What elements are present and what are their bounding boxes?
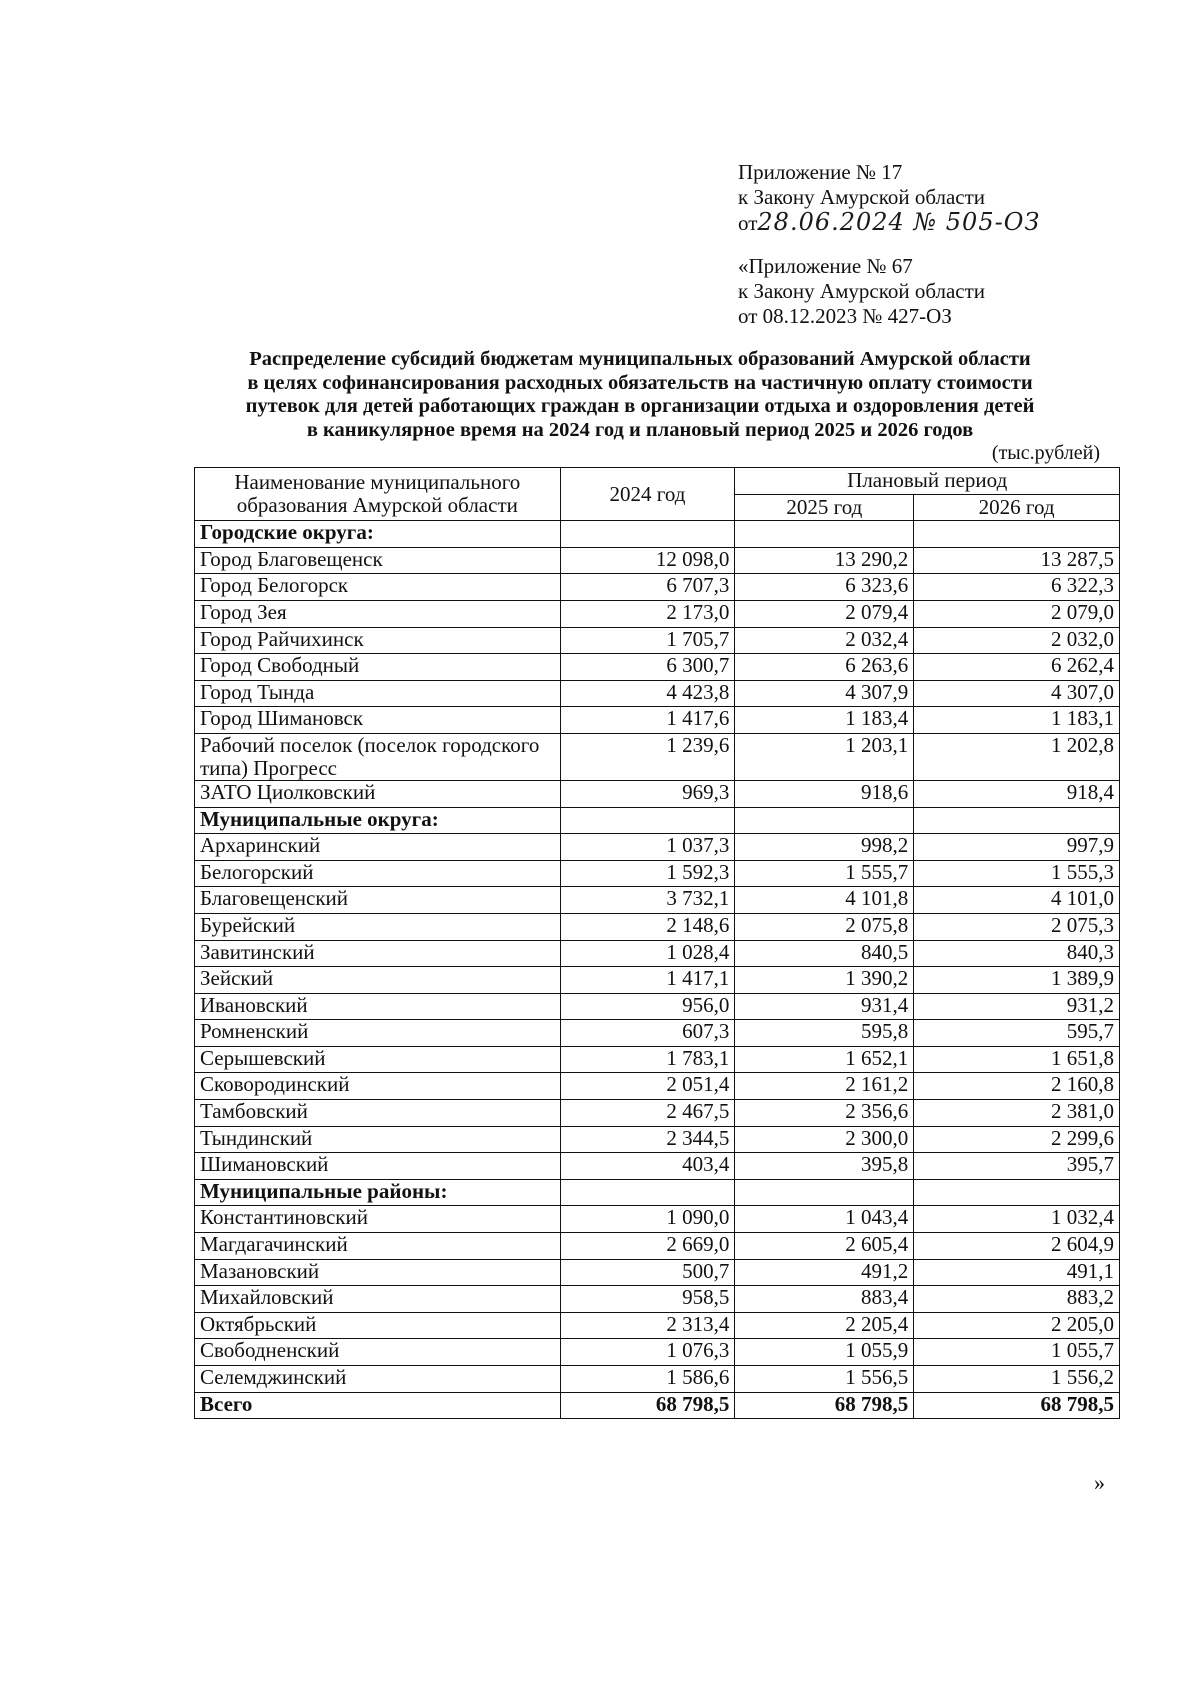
- cell-name: Завитинский: [195, 940, 561, 967]
- header-planned-period: Плановый период: [735, 468, 1120, 495]
- cell-2025: 595,8: [735, 1020, 914, 1047]
- cell-2026: 4 307,0: [914, 680, 1120, 707]
- cell-2024: [560, 807, 735, 834]
- cell-2024: 4 423,8: [560, 680, 735, 707]
- annex-current-line3: [738, 210, 1040, 236]
- cell-2026: 491,1: [914, 1259, 1120, 1286]
- total-row: [195, 1392, 1120, 1419]
- table-row: [195, 834, 1120, 861]
- cell-name: Михайловский: [195, 1286, 561, 1313]
- table-row: [195, 993, 1120, 1020]
- cell-2024: 1 586,6: [560, 1366, 735, 1393]
- cell-2025: 2 032,4: [735, 627, 914, 654]
- table-row: [195, 1126, 1120, 1153]
- title-line: в каникулярное время на 2024 год и плановый период 2025 и 2026 годов: [306, 418, 974, 441]
- cell-2025: 4 101,8: [735, 887, 914, 914]
- cell-2024: 1 239,6: [560, 733, 735, 780]
- cell-2026: 13 287,5: [914, 547, 1120, 574]
- cell-2026: 4 101,0: [914, 887, 1120, 914]
- annex-previous-line1: «Приложение № 67: [738, 254, 913, 278]
- cell-2024: 1 037,3: [560, 834, 735, 861]
- cell-2026: 2 299,6: [914, 1126, 1120, 1153]
- table-row: [195, 1020, 1120, 1047]
- table-row: [195, 1366, 1120, 1393]
- subsidy-table: [194, 467, 1120, 1419]
- cell-name: Всего: [195, 1392, 561, 1419]
- cell-2024: 6 300,7: [560, 654, 735, 681]
- cell-2024: 958,5: [560, 1286, 735, 1313]
- cell-2026: 2 075,3: [914, 913, 1120, 940]
- table-row: [195, 1100, 1120, 1127]
- annex-current-line2: к Закону Амурской области: [738, 185, 986, 209]
- cell-name: Архаринский: [195, 834, 561, 861]
- cell-2025: [735, 807, 914, 834]
- cell-2024: 2 313,4: [560, 1312, 735, 1339]
- cell-2024: 2 148,6: [560, 913, 735, 940]
- header-2024: 2024 год: [560, 468, 735, 521]
- cell-2026: 1 555,3: [914, 860, 1120, 887]
- table-row: [195, 1046, 1120, 1073]
- cell-2026: 6 262,4: [914, 654, 1120, 681]
- annex-current-line1: Приложение № 17: [738, 160, 903, 184]
- table-row: [195, 547, 1120, 574]
- cell-2026: 68 798,5: [914, 1392, 1120, 1419]
- cell-name: Селемджинский: [195, 1366, 561, 1393]
- cell-2024: 1 592,3: [560, 860, 735, 887]
- cell-2025: 13 290,2: [735, 547, 914, 574]
- cell-2025: [735, 1179, 914, 1206]
- cell-2024: 1 417,1: [560, 967, 735, 994]
- units-label: (тыс.рублей): [991, 442, 1100, 464]
- cell-2026: 1 032,4: [914, 1206, 1120, 1233]
- cell-2024: 1 417,6: [560, 707, 735, 734]
- cell-2026: 1 556,2: [914, 1366, 1120, 1393]
- cell-2026: 883,2: [914, 1286, 1120, 1313]
- cell-2025: 2 205,4: [735, 1312, 914, 1339]
- table-row: [195, 967, 1120, 994]
- cell-2025: 1 652,1: [735, 1046, 914, 1073]
- table-row: [195, 627, 1120, 654]
- cell-2024: 1 090,0: [560, 1206, 735, 1233]
- cell-2024: [560, 1179, 735, 1206]
- annex-previous-line3: от 08.12.2023 № 427-ОЗ: [738, 304, 952, 328]
- cell-2025: 2 161,2: [735, 1073, 914, 1100]
- cell-2024: 6 707,3: [560, 574, 735, 601]
- cell-2025: 2 605,4: [735, 1233, 914, 1260]
- cell-name: Город Тында: [195, 680, 561, 707]
- table-row: [195, 1206, 1120, 1233]
- cell-2025: 2 356,6: [735, 1100, 914, 1127]
- cell-2025: 68 798,5: [735, 1392, 914, 1419]
- cell-name: Город Белогорск: [195, 574, 561, 601]
- cell-2026: 931,2: [914, 993, 1120, 1020]
- cell-2026: 840,3: [914, 940, 1120, 967]
- cell-name: Тамбовский: [195, 1100, 561, 1127]
- cell-2026: 2 079,0: [914, 600, 1120, 627]
- table-row: [195, 913, 1120, 940]
- table-row: [195, 1312, 1120, 1339]
- cell-2026: [914, 807, 1120, 834]
- title-line: в целях софинансирования расходных обязательств на частичную оплату стоимости: [247, 371, 1033, 394]
- cell-2025: 931,4: [735, 993, 914, 1020]
- table-row: [195, 680, 1120, 707]
- cell-2024: 2 173,0: [560, 600, 735, 627]
- cell-name: Свободненский: [195, 1339, 561, 1366]
- cell-2025: 1 556,5: [735, 1366, 914, 1393]
- cell-2024: 1 076,3: [560, 1339, 735, 1366]
- table-row: [195, 1153, 1120, 1180]
- cell-2025: 395,8: [735, 1153, 914, 1180]
- cell-2026: 2 604,9: [914, 1233, 1120, 1260]
- table-row: [195, 1286, 1120, 1313]
- cell-name: Муниципальные округа:: [195, 807, 561, 834]
- table-row: [195, 707, 1120, 734]
- cell-name: Город Шимановск: [195, 707, 561, 734]
- cell-2026: 2 205,0: [914, 1312, 1120, 1339]
- cell-2025: 6 263,6: [735, 654, 914, 681]
- cell-name: Константиновский: [195, 1206, 561, 1233]
- cell-name: Зейский: [195, 967, 561, 994]
- cell-2024: 969,3: [560, 780, 735, 807]
- cell-2025: 883,4: [735, 1286, 914, 1313]
- table-row: [195, 940, 1120, 967]
- cell-2024: 2 467,5: [560, 1100, 735, 1127]
- cell-2025: 2 300,0: [735, 1126, 914, 1153]
- cell-2024: 403,4: [560, 1153, 735, 1180]
- cell-2025: 998,2: [735, 834, 914, 861]
- cell-2024: 2 669,0: [560, 1233, 735, 1260]
- table-row: [195, 780, 1120, 807]
- cell-name: Тындинский: [195, 1126, 561, 1153]
- cell-2024: 12 098,0: [560, 547, 735, 574]
- cell-2025: 6 323,6: [735, 574, 914, 601]
- cell-name: Мазановский: [195, 1259, 561, 1286]
- table-body: [195, 521, 1120, 1419]
- table-row: [195, 1259, 1120, 1286]
- header-name: Наименование муниципального образования Амурской области: [195, 468, 561, 521]
- cell-name: Город Райчихинск: [195, 627, 561, 654]
- cell-2026: 997,9: [914, 834, 1120, 861]
- cell-2025: 2 079,4: [735, 600, 914, 627]
- cell-2026: 6 322,3: [914, 574, 1120, 601]
- cell-name: Благовещенский: [195, 887, 561, 914]
- cell-2025: 1 203,1: [735, 733, 914, 780]
- cell-2024: 500,7: [560, 1259, 735, 1286]
- table-row: [195, 600, 1120, 627]
- cell-2024: 3 732,1: [560, 887, 735, 914]
- section-row: [195, 521, 1120, 548]
- cell-2026: 1 389,9: [914, 967, 1120, 994]
- document-title: [160, 348, 1120, 442]
- cell-name: Белогорский: [195, 860, 561, 887]
- table-row: [195, 1339, 1120, 1366]
- section-row: [195, 1179, 1120, 1206]
- cell-2025: 1 555,7: [735, 860, 914, 887]
- cell-name: Рабочий поселок (поселок городского типа) Прогресс: [195, 733, 561, 780]
- cell-2026: [914, 1179, 1120, 1206]
- cell-2024: 607,3: [560, 1020, 735, 1047]
- cell-2026: 595,7: [914, 1020, 1120, 1047]
- cell-2024: 1 783,1: [560, 1046, 735, 1073]
- cell-2026: [914, 521, 1120, 548]
- title-line: Распределение субсидий бюджетам муниципальных образований Амурской области: [249, 348, 1031, 370]
- cell-2024: 2 051,4: [560, 1073, 735, 1100]
- section-row: [195, 807, 1120, 834]
- cell-name: Муниципальные районы:: [195, 1179, 561, 1206]
- cell-name: Город Благовещенск: [195, 547, 561, 574]
- closing-quote: »: [1094, 1470, 1105, 1495]
- cell-2026: 2 160,8: [914, 1073, 1120, 1100]
- cell-2025: 4 307,9: [735, 680, 914, 707]
- cell-2024: 2 344,5: [560, 1126, 735, 1153]
- annex-previous-line2: к Закону Амурской области: [738, 279, 986, 303]
- cell-2025: 1 183,4: [735, 707, 914, 734]
- cell-2025: 1 043,4: [735, 1206, 914, 1233]
- cell-name: Бурейский: [195, 913, 561, 940]
- table-row: [195, 733, 1120, 780]
- cell-2024: 1 028,4: [560, 940, 735, 967]
- cell-name: Городские округа:: [195, 521, 561, 548]
- table-row: [195, 654, 1120, 681]
- table-row: [195, 574, 1120, 601]
- cell-2024: 956,0: [560, 993, 735, 1020]
- cell-name: Ивановский: [195, 993, 561, 1020]
- cell-name: Серышевский: [195, 1046, 561, 1073]
- cell-name: Октябрьский: [195, 1312, 561, 1339]
- cell-name: Шимановский: [195, 1153, 561, 1180]
- annex-current-date-prefix: от: [738, 211, 758, 235]
- cell-2026: 2 381,0: [914, 1100, 1120, 1127]
- cell-2024: [560, 521, 735, 548]
- handwritten-date-number: 28.06.2024 № 505-ОЗ: [757, 208, 1041, 236]
- cell-2026: 1 202,8: [914, 733, 1120, 780]
- annex-previous: [738, 254, 985, 329]
- cell-2025: 840,5: [735, 940, 914, 967]
- annex-current: [738, 160, 1040, 236]
- cell-name: ЗАТО Циолковский: [195, 780, 561, 807]
- cell-2025: 1 390,2: [735, 967, 914, 994]
- cell-2025: 491,2: [735, 1259, 914, 1286]
- cell-2026: 1 055,7: [914, 1339, 1120, 1366]
- cell-2026: 918,4: [914, 780, 1120, 807]
- cell-2024: 1 705,7: [560, 627, 735, 654]
- table-row: [195, 887, 1120, 914]
- header-2025: 2025 год: [735, 494, 914, 521]
- cell-name: Магдагачинский: [195, 1233, 561, 1260]
- header-2026: 2026 год: [914, 494, 1120, 521]
- cell-2026: 1 183,1: [914, 707, 1120, 734]
- cell-2025: 2 075,8: [735, 913, 914, 940]
- cell-name: Город Свободный: [195, 654, 561, 681]
- cell-name: Сковородинский: [195, 1073, 561, 1100]
- table-row: [195, 1073, 1120, 1100]
- cell-2026: 1 651,8: [914, 1046, 1120, 1073]
- table-row: [195, 1233, 1120, 1260]
- table-row: [195, 860, 1120, 887]
- cell-2025: 918,6: [735, 780, 914, 807]
- cell-name: Ромненский: [195, 1020, 561, 1047]
- cell-2024: 68 798,5: [560, 1392, 735, 1419]
- cell-2026: 2 032,0: [914, 627, 1120, 654]
- cell-2025: [735, 521, 914, 548]
- cell-2026: 395,7: [914, 1153, 1120, 1180]
- cell-name: Город Зея: [195, 600, 561, 627]
- cell-2025: 1 055,9: [735, 1339, 914, 1366]
- title-line: путевок для детей работающих граждан в организации отдыха и оздоровления детей: [245, 395, 1035, 417]
